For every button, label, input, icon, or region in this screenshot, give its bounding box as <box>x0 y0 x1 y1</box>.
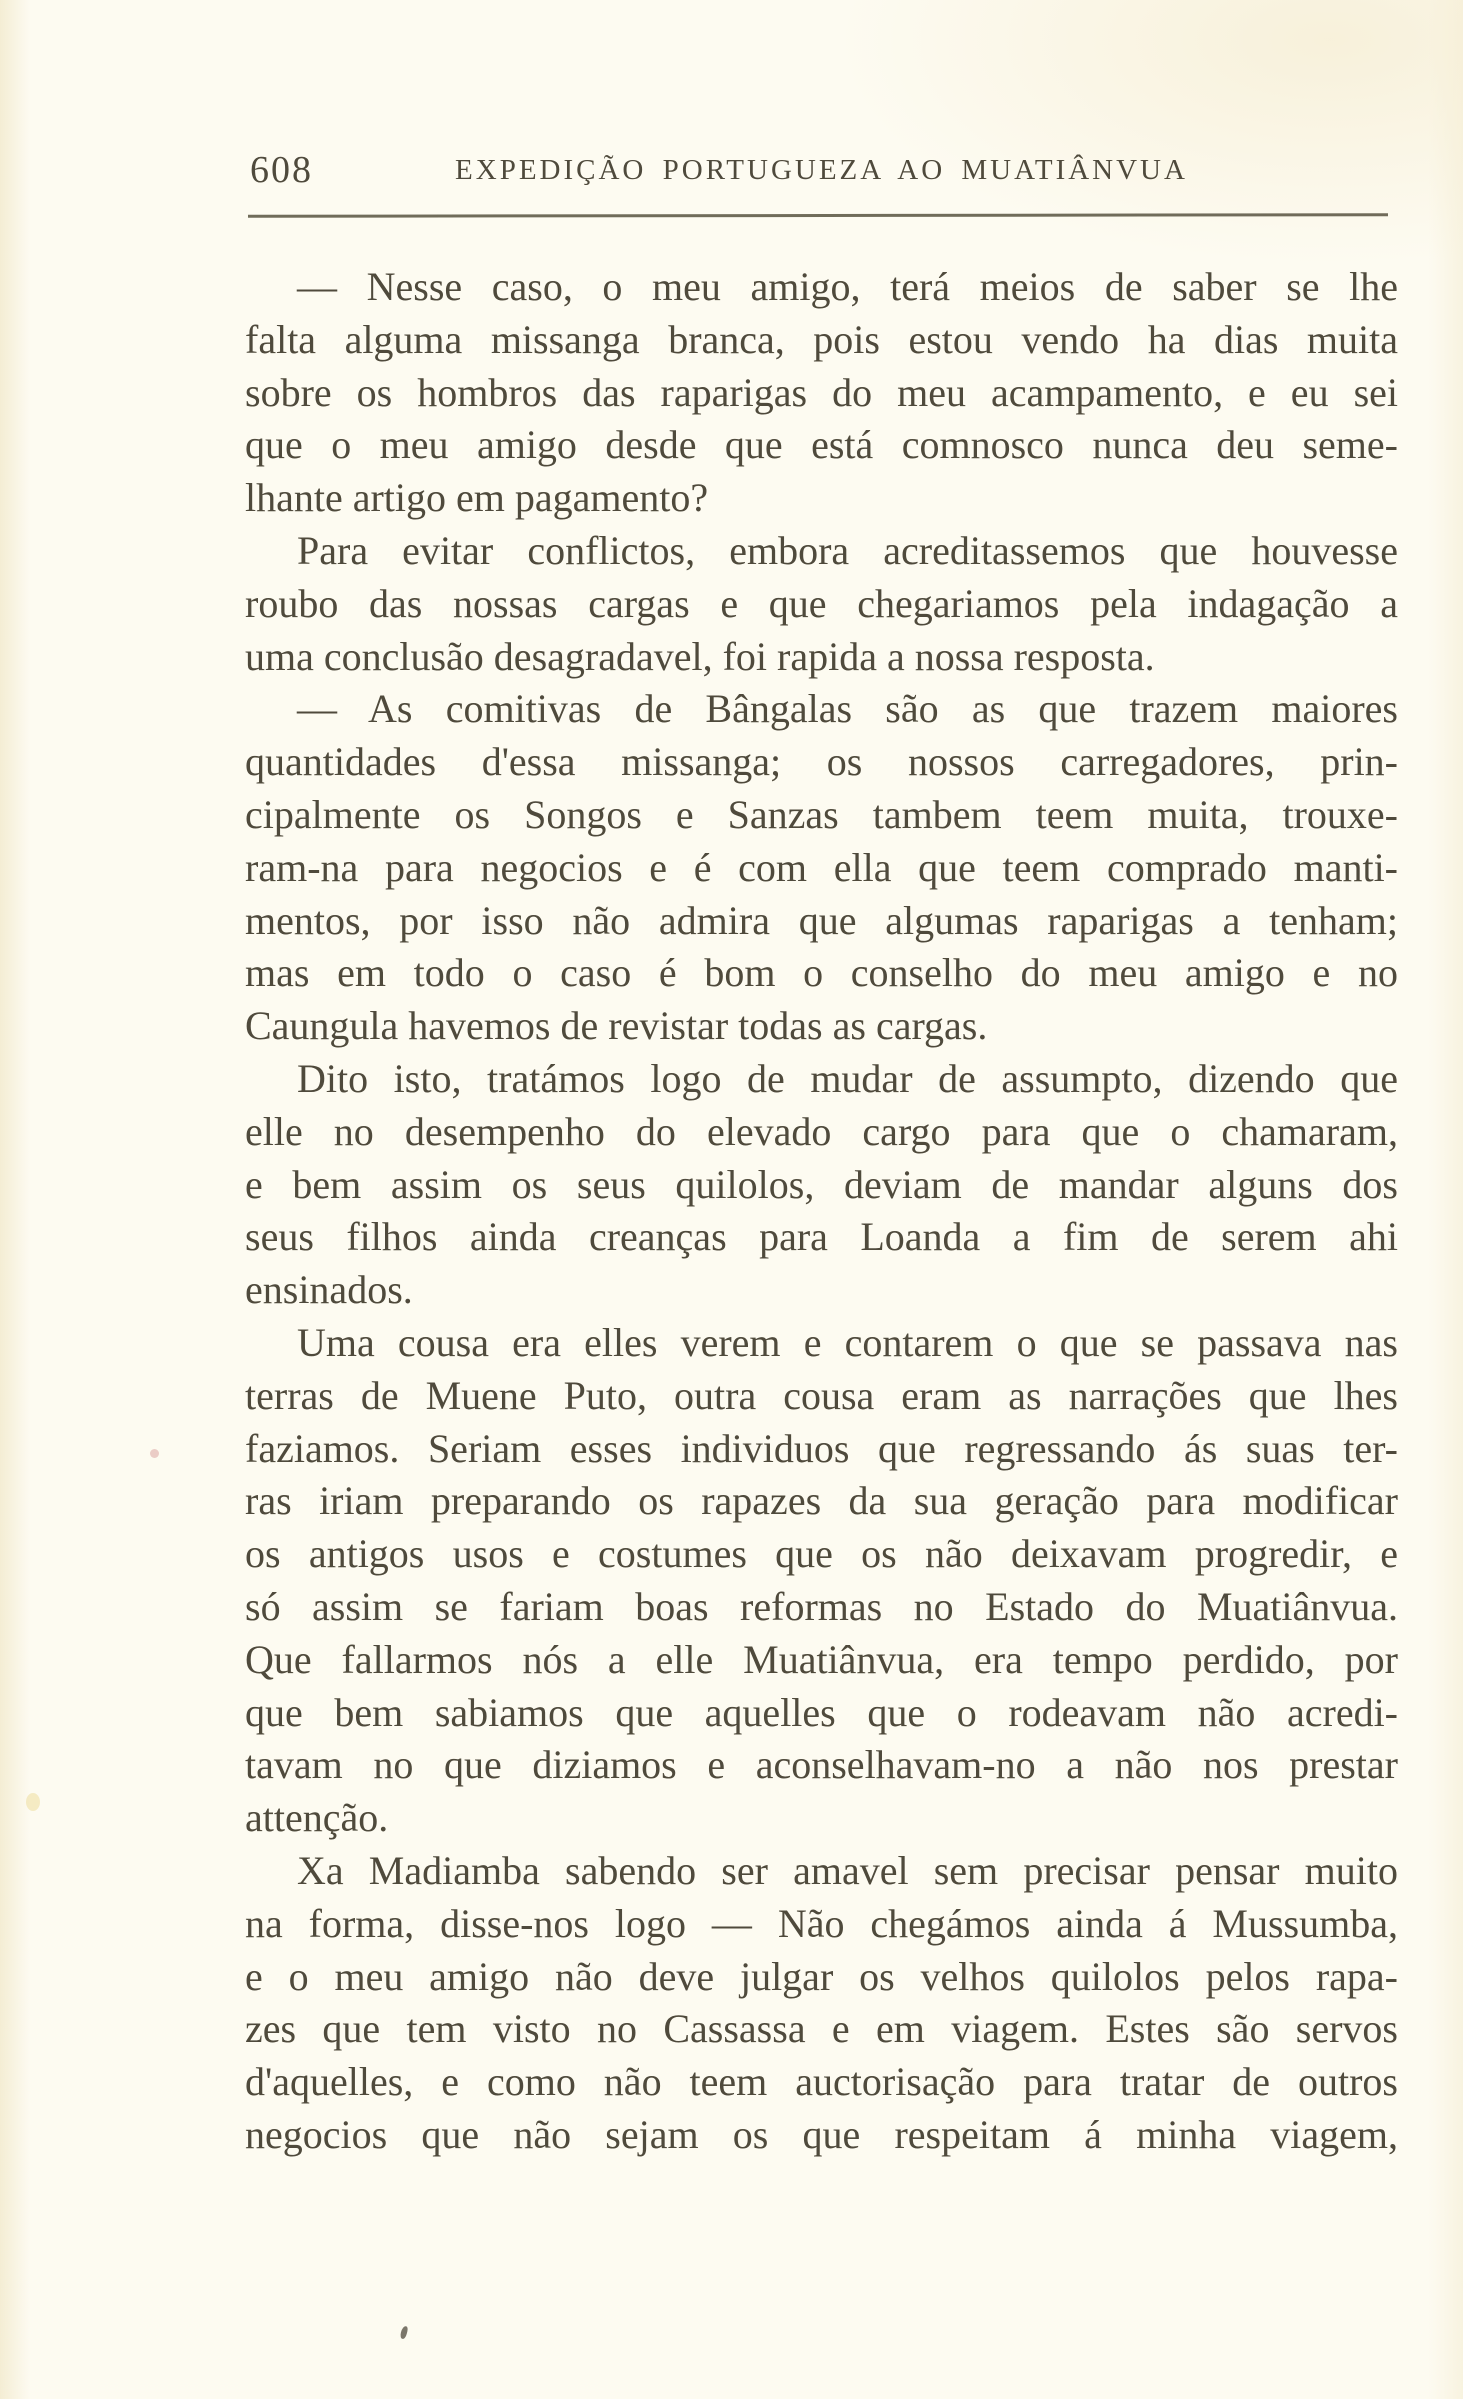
text-line: tavam no que diziamos e aconselhavam-no a não nos prestar <box>245 1742 1398 1788</box>
text-line: Caungula havemos de revistar todas as cargas. <box>245 1003 988 1049</box>
text-line: ram-na para negocios e é com ella que teem comprado manti- <box>245 844 1398 890</box>
text-line: Xa Madiamba sabendo ser amavel sem precisar pensar muito <box>297 1847 1398 1893</box>
text-line: Para evitar conflictos, embora acreditassemos que houvesse <box>297 527 1398 573</box>
paragraph <box>245 1317 1398 1845</box>
paragraph <box>245 683 1398 1053</box>
text-line: lhante artigo em pagamento? <box>245 475 709 521</box>
text-line: Que fallarmos nós a elle Muatiânvua, era tempo perdido, por <box>245 1636 1398 1682</box>
page-header <box>245 148 1398 194</box>
text-line: cipalmente os Songos e Sanzas tambem teem muita, trouxe- <box>245 791 1398 837</box>
text-line: ensinados. <box>245 1267 413 1313</box>
text-line: Dito isto, tratámos logo de mudar de assumpto, dizendo que <box>297 1055 1398 1101</box>
paragraph <box>245 1845 1398 2162</box>
text-line: os antigos usos e costumes que os não deixavam progredir, e <box>245 1531 1398 1577</box>
text-line: — Nesse caso, o meu amigo, terá meios de saber se lhe <box>297 264 1398 309</box>
header-rule <box>248 213 1388 218</box>
text-line: mas em todo o caso é bom o conselho do meu amigo e no <box>245 950 1398 996</box>
text-line: sobre os hombros das raparigas do meu acampamento, e eu sei <box>245 369 1398 415</box>
text-line: Uma cousa era elles verem e contarem o que se passava nas <box>297 1319 1398 1365</box>
text-line: attenção. <box>245 1795 389 1841</box>
text-line: uma conclusão desagradavel, foi rapida a nossa resposta. <box>245 633 1155 679</box>
text-line: quantidades d'essa missanga; os nossos carregadores, prin- <box>245 739 1398 785</box>
scan-artifact <box>150 1449 159 1458</box>
text-line: zes que tem visto no Cassassa e em viagem. Estes são servos <box>245 2006 1398 2052</box>
text-line: e o meu amigo não deve julgar os velhos quilolos pelos rapa- <box>245 1953 1398 1999</box>
text-line: terras de Muene Puto, outra cousa eram as narrações que lhes <box>245 1372 1398 1418</box>
text-line: que bem sabiamos que aquelles que o rodeavam não acredi- <box>245 1689 1398 1735</box>
text-line: na forma, disse-nos logo — Não chegámos ainda á Mussumba, <box>245 1900 1398 1946</box>
paragraph <box>245 525 1398 683</box>
text-line: só assim se fariam boas reformas no Estado do Muatiânvua. <box>245 1583 1398 1629</box>
text-line: d'aquelles, e como não teem auctorisação para tratar de outros <box>245 2059 1398 2105</box>
text-line: roubo das nossas cargas e que chegariamos pela indagação a <box>245 580 1398 626</box>
scan-artifact <box>26 1793 40 1811</box>
text-line: falta alguma missanga branca, pois estou vendo ha dias muita <box>245 316 1398 362</box>
text-line: — As comitivas de Bângalas são as que trazem maiores <box>297 686 1398 732</box>
text-line: mentos, por isso não admira que algumas raparigas a tenham; <box>245 897 1398 943</box>
text-line: negocios que não sejam os que respeitam á minha viagem, <box>245 2111 1398 2157</box>
running-title: EXPEDIÇÃO PORTUGUEZA AO MUATIÂNVUA <box>455 154 1188 186</box>
scan-artifact <box>400 2325 409 2339</box>
text-line: que o meu amigo desde que está comnosco nunca deu seme- <box>245 422 1398 468</box>
text-line: elle no desempenho do elevado cargo para que o chamaram, <box>245 1108 1398 1154</box>
paragraph <box>245 1053 1398 1317</box>
text-line: ras iriam preparando os rapazes da sua geração para modificar <box>245 1478 1398 1524</box>
page-number: 608 <box>250 149 313 191</box>
text-line: seus filhos ainda creanças para Loanda a fim de serem ahi <box>245 1214 1398 1260</box>
text-line: e bem assim os seus quilolos, deviam de mandar alguns dos <box>245 1161 1398 1207</box>
body-text <box>245 261 1398 2162</box>
paragraph <box>245 261 1398 525</box>
text-line: faziamos. Seriam esses individuos que regressando ás suas ter- <box>245 1425 1398 1471</box>
